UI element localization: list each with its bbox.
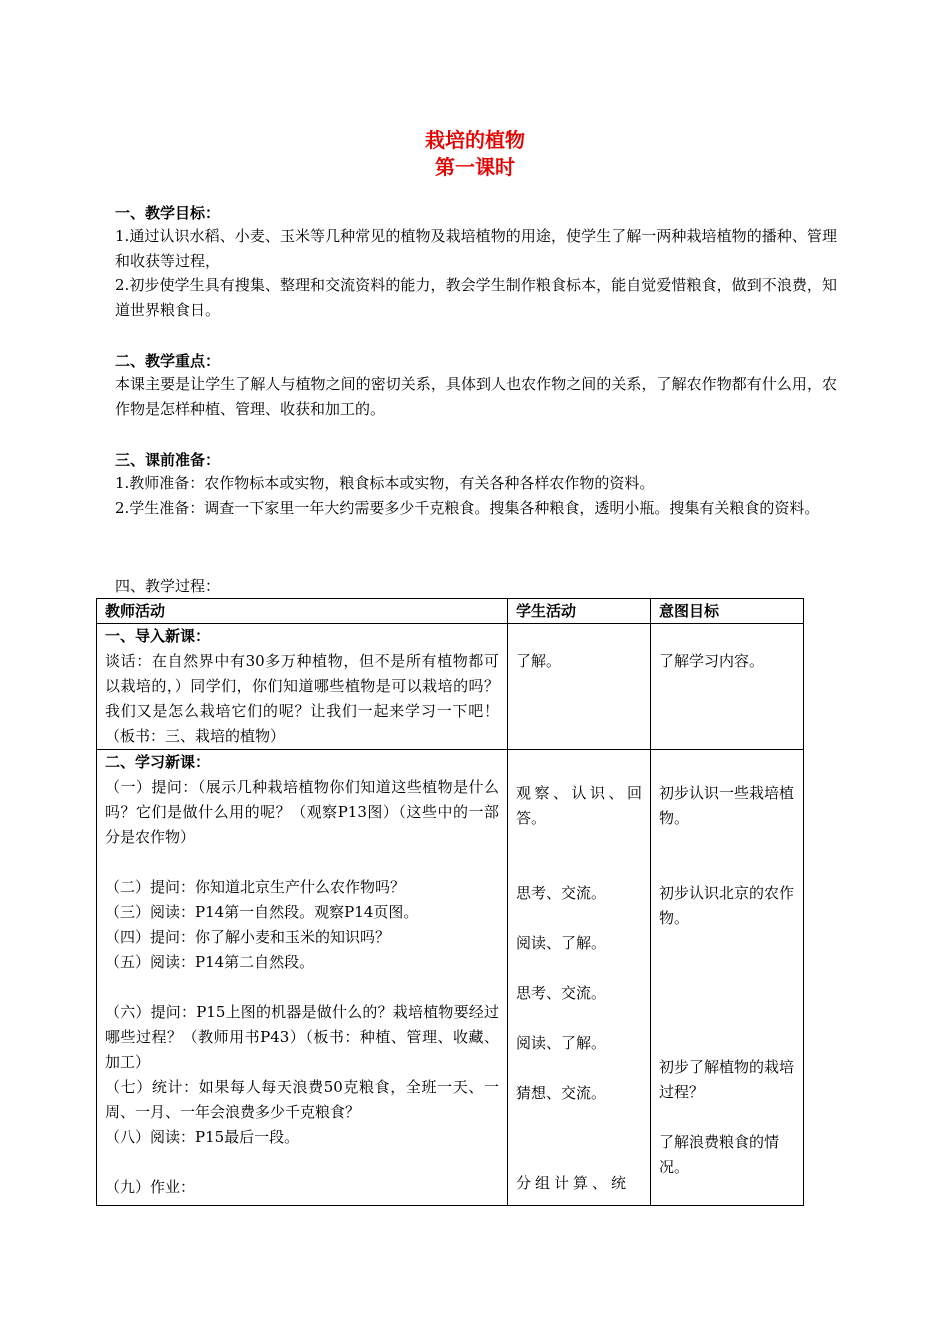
row2-student-7: 分组计算、统 bbox=[516, 1174, 631, 1192]
row2-teacher-cell bbox=[97, 750, 508, 1206]
row2-teacher-step-6: （六）提问：P15上图的机器是做什么的？栽培植物要经过哪些过程？（教师用书P43）（板书：种植、管理、收藏、加工） bbox=[105, 1003, 499, 1071]
table-header-row bbox=[97, 599, 804, 624]
section1-heading: 一、教学目标： bbox=[115, 204, 221, 222]
row1-heading: 一、导入新课： bbox=[105, 627, 211, 645]
row2-teacher-step-9: （九）作业： bbox=[105, 1178, 196, 1196]
row2-goal-1: 初步认识一些栽培植物。 bbox=[659, 784, 795, 827]
row2-goal-3: 初步了解植物的栽培过程？ bbox=[659, 1058, 795, 1101]
row2-teacher-step-4: （四）提问：你了解小麦和玉米的知识吗？ bbox=[105, 928, 391, 946]
row2-teacher-step-5: （五）阅读：P14第二自然段。 bbox=[105, 953, 315, 971]
row1-student-cell bbox=[508, 624, 651, 750]
row1-goal-text: 了解学习内容。 bbox=[659, 652, 765, 670]
section3-heading: 三、课前准备： bbox=[115, 451, 221, 469]
row1-goal-cell bbox=[651, 624, 804, 750]
header-teacher: 教师活动 bbox=[97, 599, 508, 624]
header-goal: 意图目标 bbox=[651, 599, 804, 624]
row2-student-6: 猜想、交流。 bbox=[516, 1084, 607, 1102]
row2-student-1: 观察、认识、回答。 bbox=[516, 784, 642, 827]
row2-student-2: 思考、交流。 bbox=[516, 884, 607, 902]
section3-item-1: 1.教师准备：农作物标本或实物，粮食标本或实物，有关各种各样农作物的资料。 bbox=[115, 474, 655, 492]
document-title: 栽培的植物 bbox=[425, 128, 525, 152]
row2-goal-cell bbox=[651, 750, 804, 1206]
row2-student-4: 思考、交流。 bbox=[516, 984, 607, 1002]
section4-heading: 四、教学过程： bbox=[115, 577, 221, 595]
row2-teacher-step-3: （三）阅读：P14第一自然段。观察P14页图。 bbox=[105, 903, 419, 921]
row2-teacher-step-8: （八）阅读：P15最后一段。 bbox=[105, 1128, 300, 1146]
section2-heading: 二、教学重点： bbox=[115, 352, 221, 370]
row2-teacher-step-7: （七）统计：如果每人每天浪费50克粮食，全班一天、一周、一月、一年会浪费多少千克粮食？ bbox=[105, 1078, 499, 1121]
table-row bbox=[97, 750, 804, 1206]
row1-teacher-cell bbox=[97, 624, 508, 750]
row2-goal-4: 了解浪费粮食的情况。 bbox=[659, 1133, 780, 1176]
row2-teacher-step-1: （一）提问：（展示几种栽培植物你们知道这些植物是什么吗？它们是做什么用的呢？（观察P13图）（这些中的一部分是农作物） bbox=[105, 778, 499, 846]
row2-heading: 二、学习新课： bbox=[105, 753, 211, 771]
header-student: 学生活动 bbox=[508, 599, 651, 624]
row2-student-5: 阅读、了解。 bbox=[516, 1034, 607, 1052]
table-row bbox=[97, 624, 804, 750]
section3-item-2: 2.学生准备：调查一下家里一年大约需要多少千克粮食。搜集各种粮食，透明小瓶。搜集有关粮食的资料。 bbox=[115, 499, 820, 517]
section1-item-1: 1.通过认识水稻、小麦、玉米等几种常见的植物及栽培植物的用途，使学生了解一两种栽培植物的播种、管理和收获等过程， bbox=[115, 227, 837, 270]
row2-goal-2: 初步认识北京的农作物。 bbox=[659, 884, 795, 927]
row2-teacher-step-2: （二）提问：你知道北京生产什么农作物吗？ bbox=[105, 878, 406, 896]
row2-student-cell bbox=[508, 750, 651, 1206]
row1-student-text: 了解。 bbox=[516, 652, 562, 670]
section2-text: 本课主要是让学生了解人与植物之间的密切关系，具体到人也农作物之间的关系，了解农作物都有什么用，农作物是怎样种植、管理、收获和加工的。 bbox=[115, 375, 837, 418]
section1-item-2: 2.初步使学生具有搜集、整理和交流资料的能力，教会学生制作粮食标本，能自觉爱惜粮食，做到不浪费，知道世界粮食日。 bbox=[115, 276, 837, 319]
document-subtitle: 第一课时 bbox=[435, 155, 515, 179]
row2-student-3: 阅读、了解。 bbox=[516, 934, 607, 952]
row1-teacher-text: 谈话：在自然界中有30多万种植物，但不是所有植物都可以栽培的，）同学们，你们知道哪些植物是可以栽培的吗？我们又是怎么栽培它们的呢？让我们一起来学习一下吧！（板书：三、栽培的植物） bbox=[105, 652, 499, 745]
teaching-process-table bbox=[96, 598, 804, 1206]
